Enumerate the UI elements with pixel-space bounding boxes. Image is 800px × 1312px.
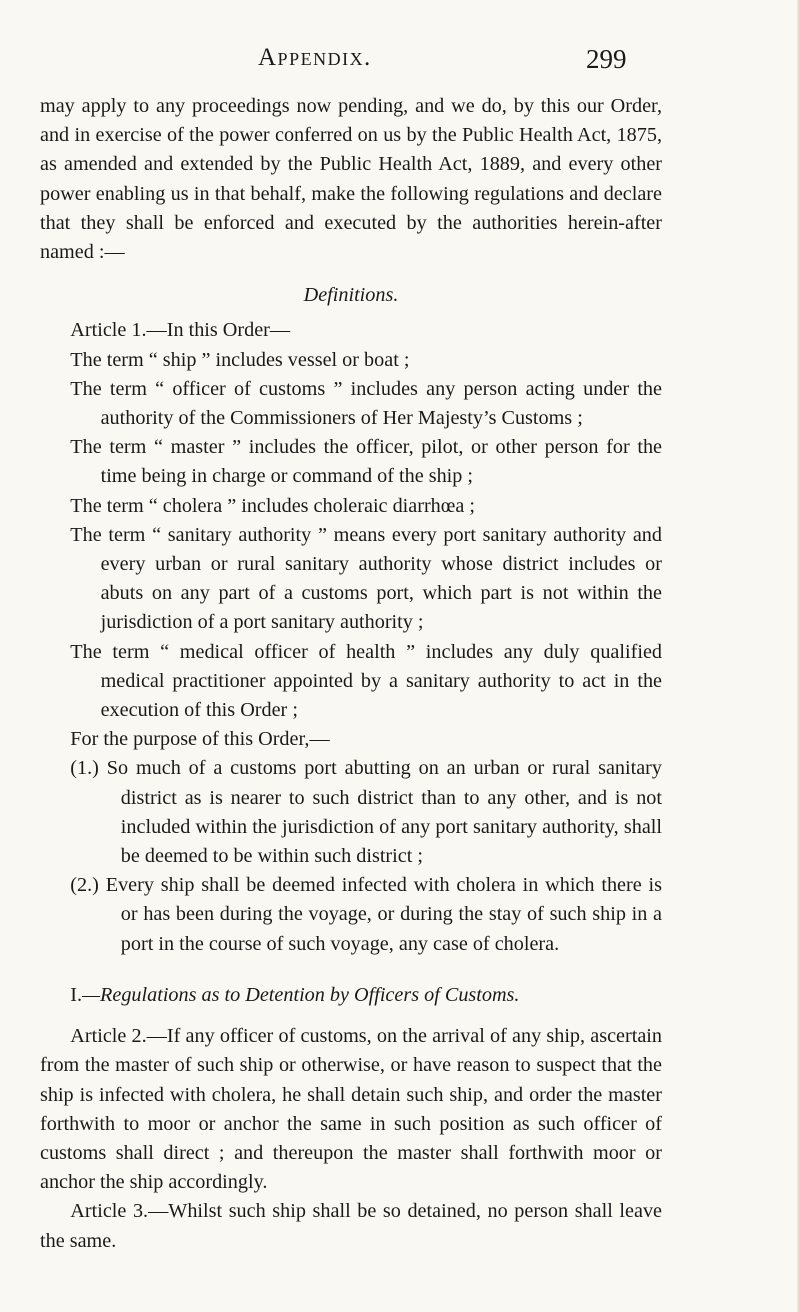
page-number: 299 (586, 44, 627, 74)
item-text: So much of a customs port abutting on an urban or rural sanitary district as is nearer to such district than to any other, and is not included within the jurisdiction of any port sanitary authority, shall be deemed to be within such district ; (106, 757, 662, 868)
definition-item: The term “ cholera ” includes choleraic diarrhœa ; (70, 494, 475, 517)
article-3: Article 3.—Whilst such ship shall be so detained, no person shall leave the same. (40, 1200, 662, 1252)
running-title: Appendix. (258, 44, 372, 71)
page-header (0, 40, 800, 80)
definition-item: The term “ medical officer of health ” includes any duly qualified medical practitioner appointed by a sanitary authority to act in the execution of this Order ; (70, 640, 662, 722)
article-2: Article 2.—If any officer of customs, on the arrival of any ship, ascertain from the master of such ship or otherwise, or have reason to suspect that the ship is infected with cholera, he shall detain such ship, and order the master forthwith to moor or anchor the same in such position as such officer of customs shall direct ; and thereupon the master shall forthwith moor or anchor the ship accordingly. (40, 1025, 662, 1194)
numbered-item (40, 871, 662, 959)
definition-item: The term “ officer of customs ” includes any person acting under the authority of the Commissioners of Her Majesty’s Customs ; (70, 377, 662, 430)
item-text: Every ship shall be deemed infected with cholera in which there is or has been during the voyage, or during the stay of such ship in a port in the course of such voyage, any case of cholera. (105, 874, 663, 955)
intro-paragraph: may apply to any proceedings now pending, and we do, by this our Order, and in exercise of the power conferred on us by the Public Health Act, 1875, as amended and extended by the Public Health Act, 1889, and every other power enabling us in that behalf, make the following regulations and declare that they shall be enforced and executed by the authorities herein-after named :— (40, 95, 662, 264)
purpose-lead: For the purpose of this Order,— (70, 728, 330, 751)
definition-item: The term “ master ” includes the officer, pilot, or other person for the time being in charge or command of the ship ; (70, 436, 662, 488)
item-number: (1.) (70, 757, 99, 780)
definitions-list (40, 346, 662, 726)
section-heading (40, 981, 662, 1010)
numbered-list (40, 754, 662, 958)
numbered-item (40, 754, 662, 871)
article-1-lead: Article 1.—In this Order— (70, 319, 291, 342)
item-number: (2.) (70, 874, 99, 897)
definition-item: The term “ ship ” includes vessel or boat ; (70, 348, 410, 371)
body-text (40, 92, 662, 1256)
definitions-heading: Definitions. (303, 284, 399, 307)
section-number: I. (70, 983, 83, 1006)
section-title: —Regulations as to Detention by Officers of Customs. (82, 983, 520, 1006)
definition-item: The term “ sanitary authority ” means every port sanitary authority and every urban or rural sanitary authority whose district includes or abuts on any part of a customs port, which part is not within the jurisdiction of a port sanitary authority ; (70, 523, 662, 634)
